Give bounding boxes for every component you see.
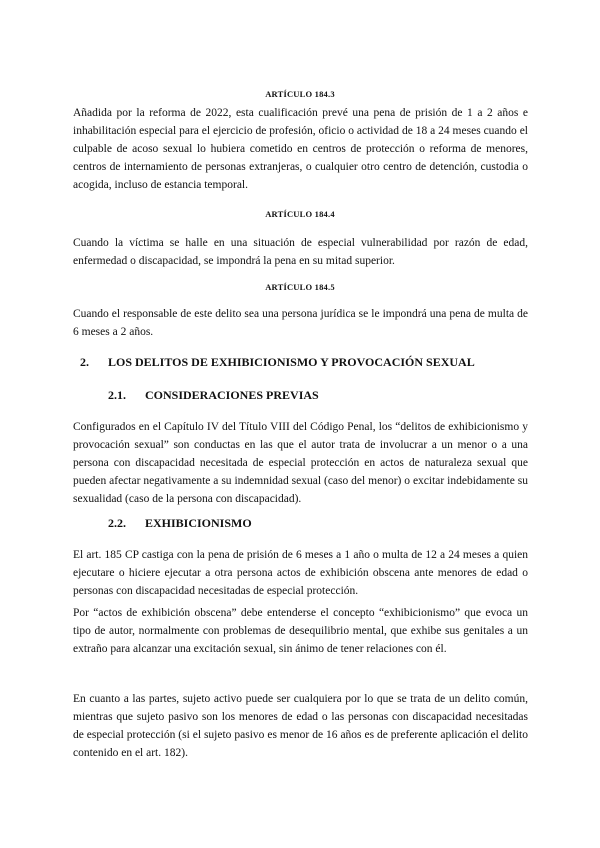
article-184-3-heading: ARTÍCULO 184.3 — [265, 89, 335, 99]
section-2-2-paragraph-3: En cuanto a las partes, sujeto activo puede ser cualquiera por lo que se trata de un delito común, mientras que sujeto pasivo son los menores de edad o las personas con discapacidad necesitadas de especial protección (si el sujeto pasivo es menor de 16 años es de preferente aplicación el delito contenido en el art. 182). — [73, 693, 528, 759]
article-184-5-text: Cuando el responsable de este delito sea una persona jurídica se le impondrá una pena de multa de 6 meses a 2 años. — [73, 308, 528, 338]
article-184-3-text: Añadida por la reforma de 2022, esta cualificación prevé una pena de prisión de 1 a 2 años e inhabilitación especial para el ejercicio de profesión, oficio o actividad de 18 a 24 meses cuando el culpable de acoso sexual lo hubiera cometido en centros de protección o reforma de menores, centros de internamiento de personas extranjeras, o cualquier otro centro de detención, custodia o acogida, incluso de estancia temporal. — [73, 107, 528, 191]
section-2-1-heading — [108, 387, 319, 403]
section-2-2-title: EXHIBICIONISMO — [145, 516, 252, 530]
section-2-2-heading — [108, 515, 252, 531]
article-184-5-heading: ARTÍCULO 184.5 — [265, 282, 335, 292]
section-2-2-paragraph-1: El art. 185 CP castiga con la pena de prisión de 6 meses a 1 año o multa de 12 a 24 meses a quien ejecutare o hiciere ejecutar a otra persona actos de exhibición obscena ante menores de edad o personas con discapacidad necesitadas de especial protección. — [73, 549, 528, 597]
section-2-heading — [80, 354, 475, 370]
article-184-4-heading: ARTÍCULO 184.4 — [265, 209, 335, 219]
section-2-number: 2. — [80, 355, 89, 369]
section-2-2-paragraph-2: Por “actos de exhibición obscena” debe entenderse el concepto “exhibicionismo” que evoca un tipo de autor, normalmente con problemas de desequilibrio mental, que exhibe sus genitales a un extraño para alcanzar una excitación sexual, sin ánimo de tener relaciones con él. — [73, 607, 528, 655]
section-2-1-title: CONSIDERACIONES PREVIAS — [145, 388, 319, 402]
section-2-1-text: Configurados en el Capítulo IV del Título VIII del Código Penal, los “delitos de exhibicionismo y provocación sexual” son conductas en las que el autor trata de involucrar a un menor o a una persona con discapacidad necesitada de especial protección en actos de naturaleza sexual que pueden afectar negativamente a su indemnidad sexual (caso del menor) o excitar indebidamente su sexualidad (caso de la persona con discapacidad). — [73, 421, 528, 505]
section-2-1-number: 2.1. — [108, 388, 126, 402]
section-2-2-number: 2.2. — [108, 516, 126, 530]
section-2-title: LOS DELITOS DE EXHIBICIONISMO Y PROVOCACIÓN SEXUAL — [108, 355, 475, 369]
article-184-4-text: Cuando la víctima se halle en una situación de especial vulnerabilidad por razón de edad, enfermedad o discapacidad, se impondrá la pena en su mitad superior. — [73, 237, 528, 267]
